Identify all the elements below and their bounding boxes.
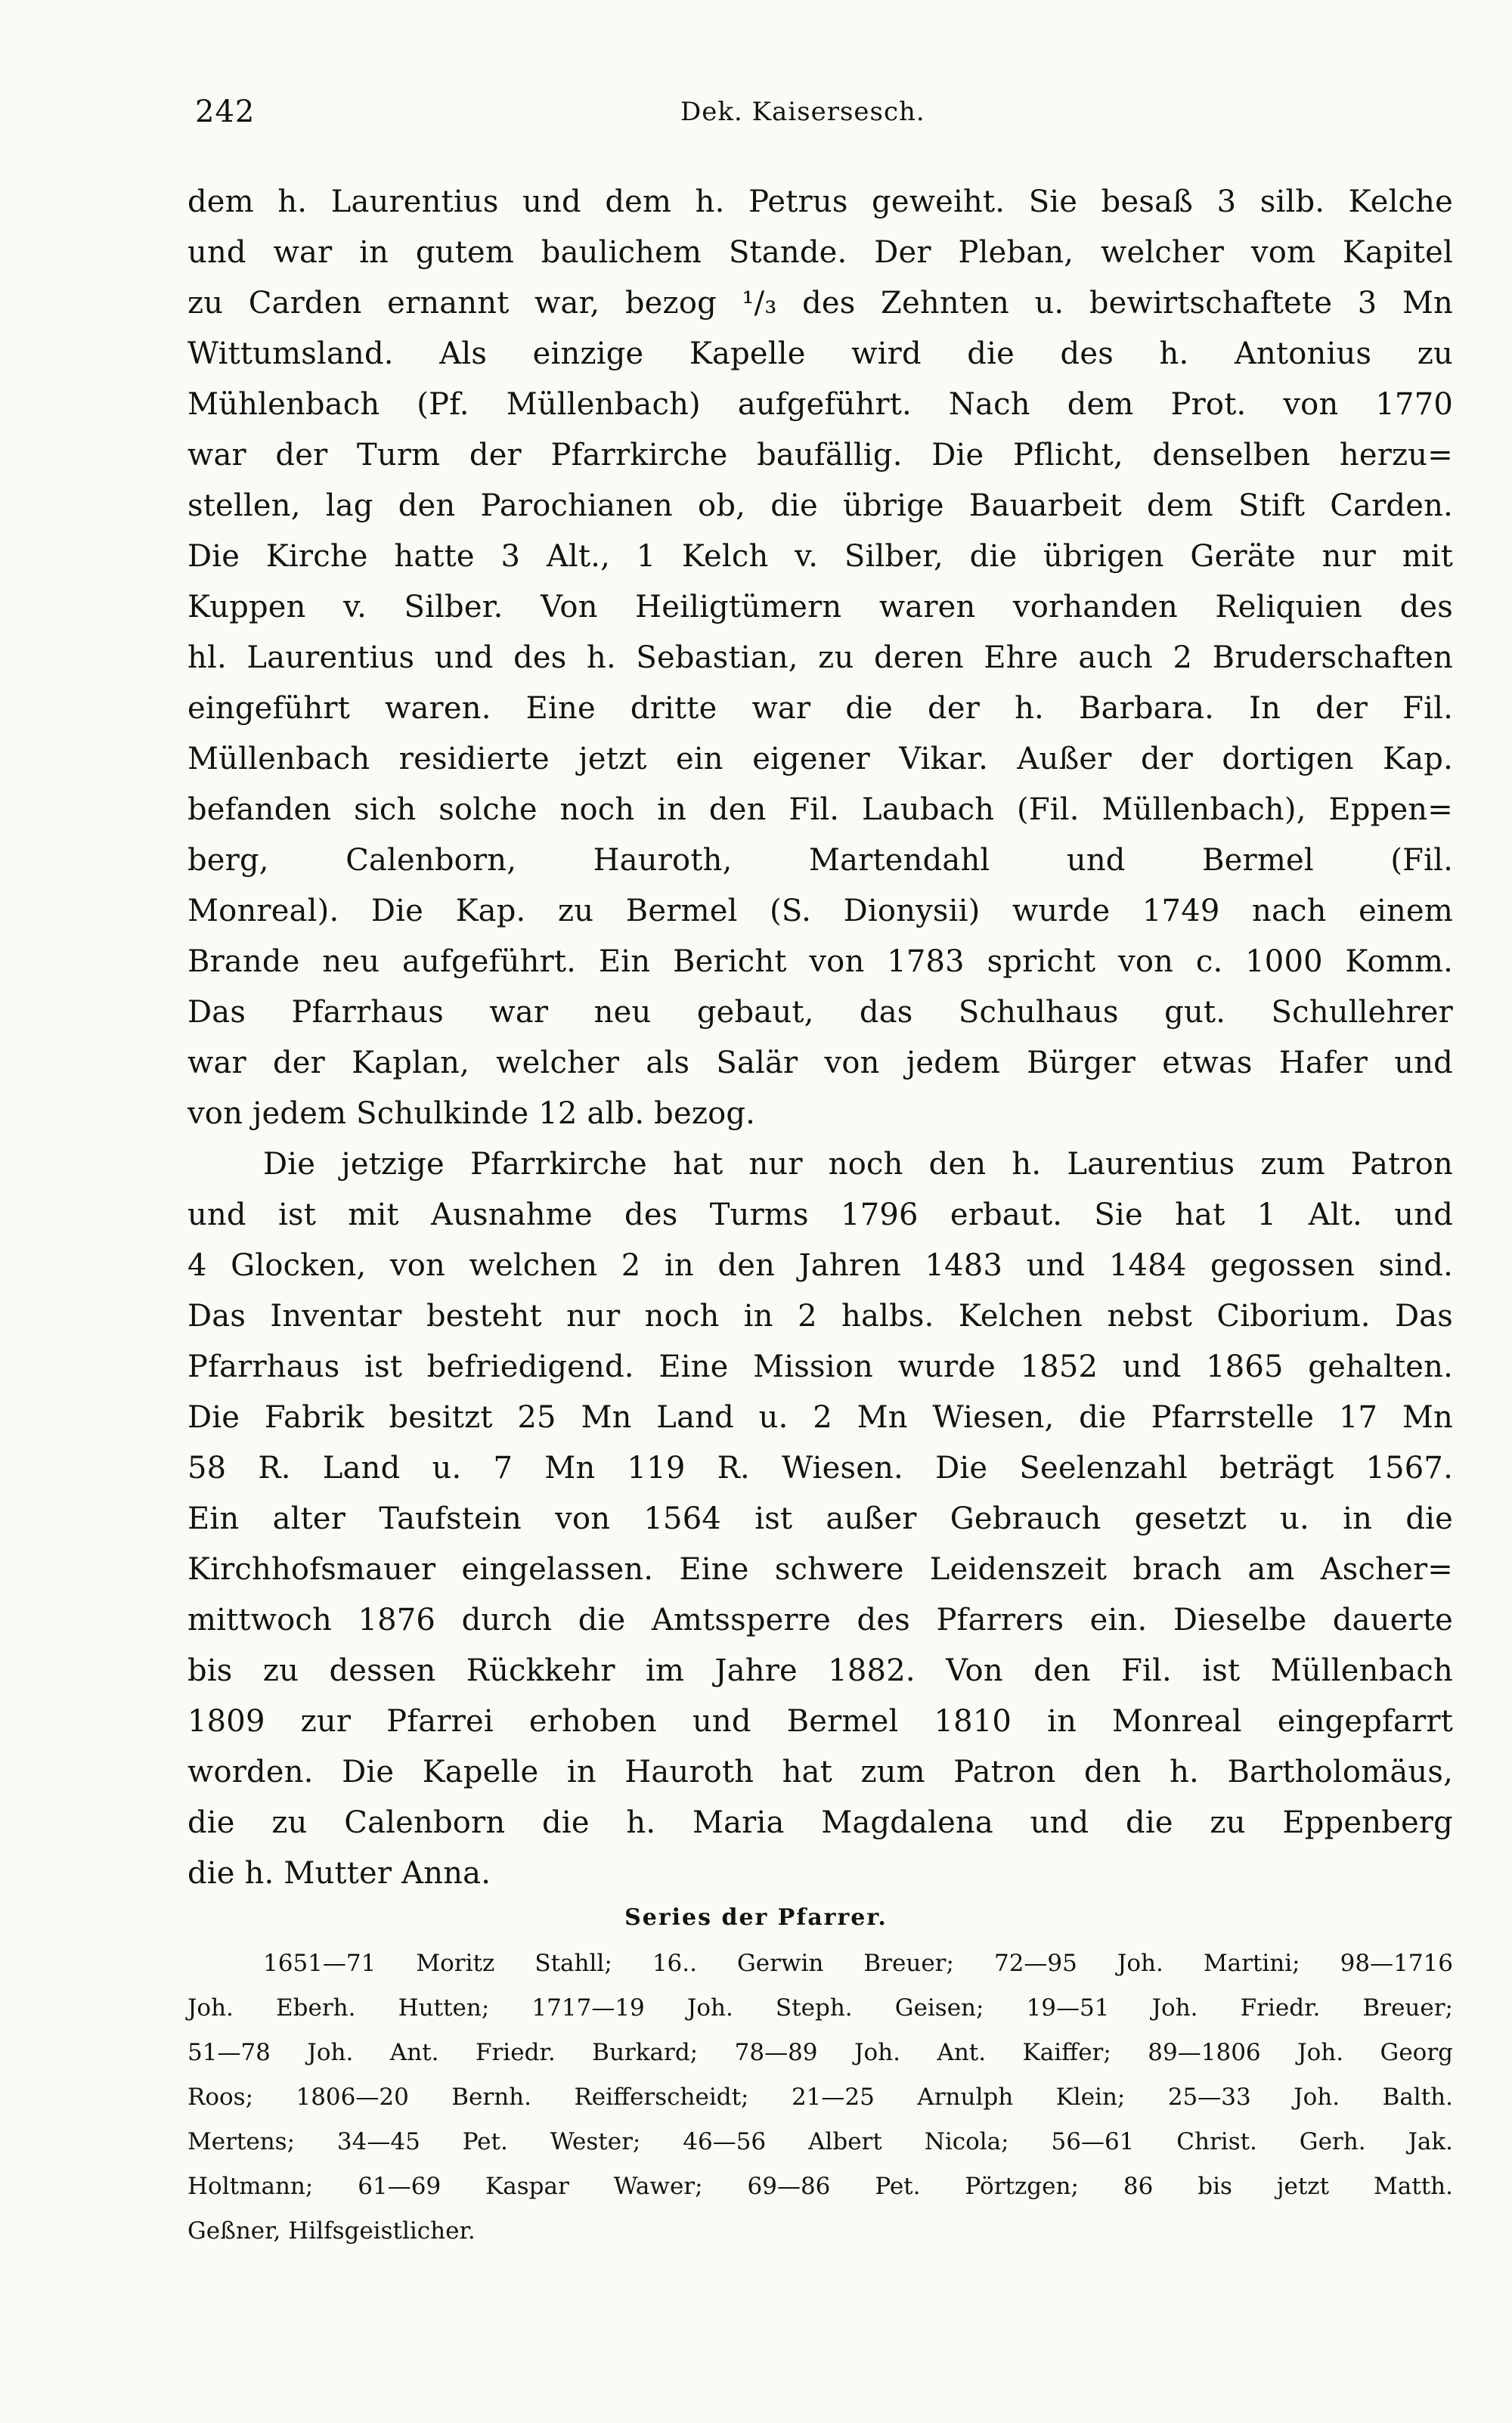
body-line: dem h. Laurentius und dem h. Petrus geweiht. Sie besaß 3 silb. Kelche xyxy=(187,184,1453,219)
series-line: Geßner, Hilfsgeistlicher. xyxy=(187,2217,476,2245)
series-line: Roos; 1806—20 Bernh. Reifferscheidt; 21—25 Arnulph Klein; 25—33 Joh. Balth. xyxy=(187,2084,1453,2111)
body-line: Das Inventar besteht nur noch in 2 halbs. Kelchen nebst Ciborium. Das xyxy=(187,1299,1453,1334)
body-line: Die Fabrik besitzt 25 Mn Land u. 2 Mn Wiesen, die Pfarrstelle 17 Mn xyxy=(187,1400,1453,1435)
body-line: von jedem Schulkinde 12 alb. bezog. xyxy=(187,1096,756,1131)
series-line: Joh. Eberh. Hutten; 1717—19 Joh. Steph. Geisen; 19—51 Joh. Friedr. Breuer; xyxy=(187,1994,1453,2022)
body-line: hl. Laurentius und des h. Sebastian, zu deren Ehre auch 2 Bruderschaften xyxy=(187,640,1453,675)
body-line: mittwoch 1876 durch die Amtssperre des Pfarrers ein. Dieselbe dauerte xyxy=(187,1603,1453,1638)
body-line: befanden sich solche noch in den Fil. Laubach (Fil. Müllenbach), Eppen= xyxy=(187,792,1453,827)
body-line: und war in gutem baulichem Stande. Der Pleban, welcher vom Kapitel xyxy=(187,235,1453,270)
body-line: die h. Mutter Anna. xyxy=(187,1856,491,1891)
body-line: war der Turm der Pfarrkirche baufällig. Die Pflicht, denselben herzu= xyxy=(187,438,1453,473)
running-title: Dek. Kaisersesch. xyxy=(680,97,925,127)
series-line: Holtmann; 61—69 Kaspar Wawer; 69—86 Pet. Pörtzgen; 86 bis jetzt Matth. xyxy=(187,2173,1453,2200)
body-line: Das Pfarrhaus war neu gebaut, das Schulhaus gut. Schullehrer xyxy=(187,995,1453,1030)
body-line: Pfarrhaus ist befriedigend. Eine Mission wurde 1852 und 1865 gehalten. xyxy=(187,1349,1453,1384)
body-line: Die jetzige Pfarrkirche hat nur noch den h. Laurentius zum Patron xyxy=(263,1147,1453,1182)
body-line: 1809 zur Pfarrei erhoben und Bermel 1810 in Monreal eingepfarrt xyxy=(187,1704,1453,1739)
series-line: 51—78 Joh. Ant. Friedr. Burkard; 78—89 Joh. Ant. Kaiffer; 89—1806 Joh. Georg xyxy=(187,2039,1453,2066)
body-line: bis zu dessen Rückkehr im Jahre 1882. Von den Fil. ist Müllenbach xyxy=(187,1653,1453,1688)
body-line: Mühlenbach (Pf. Müllenbach) aufgeführt. Nach dem Prot. von 1770 xyxy=(187,387,1453,422)
body-line: 58 R. Land u. 7 Mn 119 R. Wiesen. Die Seelenzahl beträgt 1567. xyxy=(187,1451,1453,1486)
body-line: Ein alter Taufstein von 1564 ist außer Gebrauch gesetzt u. in die xyxy=(187,1501,1453,1536)
series-line: 1651—71 Moritz Stahll; 16.. Gerwin Breuer; 72—95 Joh. Martini; 98—1716 xyxy=(263,1950,1453,1977)
body-line: berg, Calenborn, Hauroth, Martendahl und Bermel (Fil. xyxy=(187,843,1453,878)
body-line: und ist mit Ausnahme des Turms 1796 erbaut. Sie hat 1 Alt. und xyxy=(187,1198,1453,1232)
page-number: 242 xyxy=(195,95,256,129)
body-line: war der Kaplan, welcher als Salär von jedem Bürger etwas Hafer und xyxy=(187,1046,1453,1080)
body-line: Brande neu aufgeführt. Ein Bericht von 1783 spricht von c. 1000 Komm. xyxy=(187,944,1453,979)
series-line: Mertens; 34—45 Pet. Wester; 46—56 Albert Nicola; 56—61 Christ. Gerh. Jak. xyxy=(187,2128,1453,2155)
body-line: die zu Calenborn die h. Maria Magdalena und die zu Eppenberg xyxy=(187,1805,1453,1840)
body-line: 4 Glocken, von welchen 2 in den Jahren 1483 und 1484 gegossen sind. xyxy=(187,1248,1453,1283)
body-line: Müllenbach residierte jetzt ein eigener Vikar. Außer der dortigen Kap. xyxy=(187,742,1453,776)
body-line: Wittumsland. Als einzige Kapelle wird die des h. Antonius zu xyxy=(187,336,1453,371)
body-line: Kirchhofsmauer eingelassen. Eine schwere Leidenszeit brach am Ascher= xyxy=(187,1552,1453,1587)
body-line: stellen, lag den Parochianen ob, die übrige Bauarbeit dem Stift Carden. xyxy=(187,488,1453,523)
body-line: zu Carden ernannt war, bezog ¹/₃ des Zehnten u. bewirtschaftete 3 Mn xyxy=(187,286,1453,321)
body-line: worden. Die Kapelle in Hauroth hat zum Patron den h. Bartholomäus, xyxy=(187,1755,1453,1789)
body-line: Monreal). Die Kap. zu Bermel (S. Dionysii) wurde 1749 nach einem xyxy=(187,894,1453,928)
body-line: Die Kirche hatte 3 Alt., 1 Kelch v. Silber, die übrigen Geräte nur mit xyxy=(187,539,1453,574)
body-line: eingeführt waren. Eine dritte war die der h. Barbara. In der Fil. xyxy=(187,691,1453,726)
series-heading: Series der Pfarrer. xyxy=(624,1904,888,1931)
body-line: Kuppen v. Silber. Von Heiligtümern waren vorhanden Reliquien des xyxy=(187,590,1453,624)
